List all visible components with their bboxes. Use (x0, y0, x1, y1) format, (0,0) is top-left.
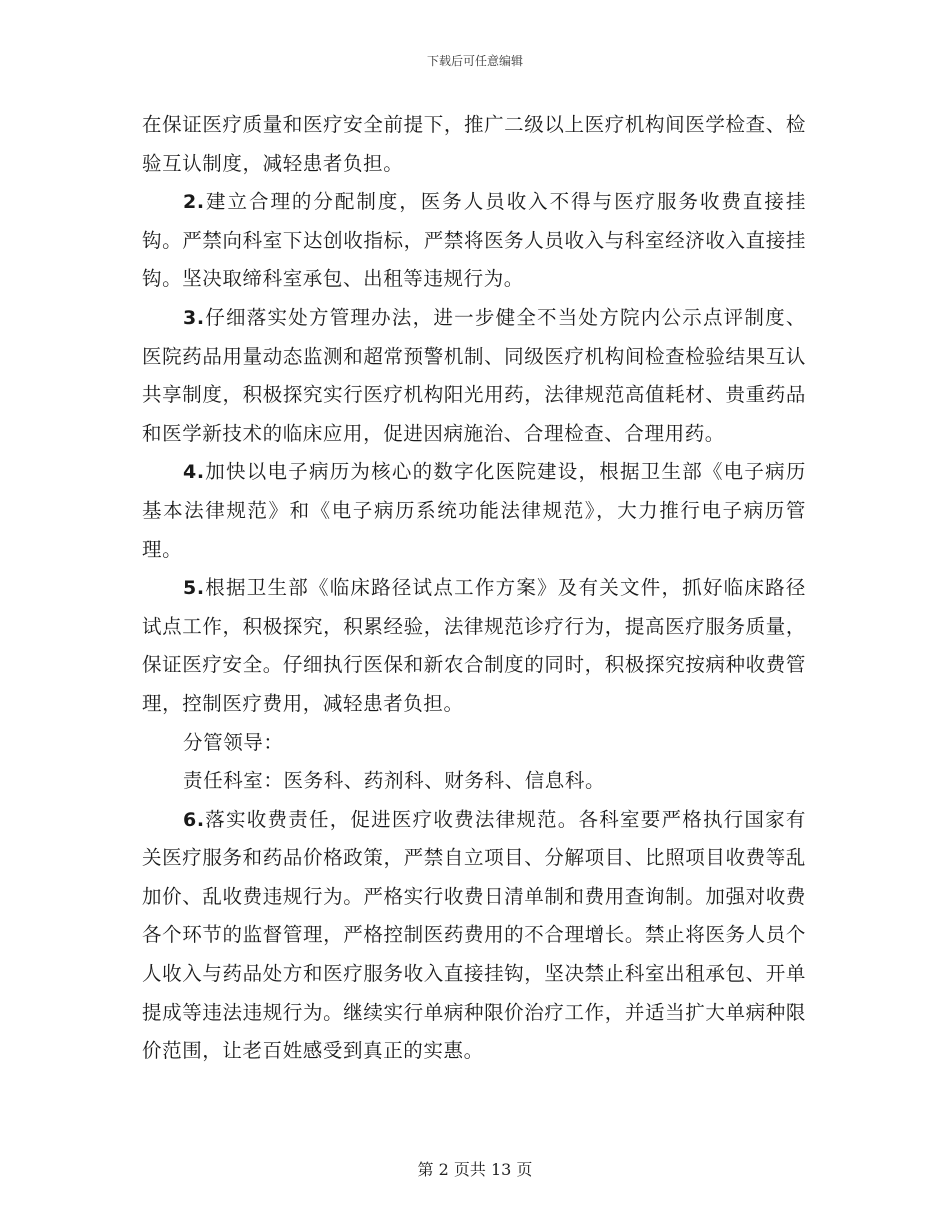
paragraph-text: 在保证医疗质量和医疗安全前提下，推广二级以上医疗机构间医学检查、检验互认制度，减轻患者负担。 (142, 113, 806, 175)
paragraph-continuation (142, 106, 806, 183)
item-number: 2. (183, 191, 205, 214)
paragraph-leader (142, 724, 806, 763)
paragraph-text: 落实收费责任，促进医疗收费法律规范。各科室要严格执行国家有关医疗服务和药品价格政策，严禁自立项目、分解项目、比照项目收费等乱加价、乱收费违规行为。严格实行收费日清单制和费用查询制。加强对收费各个环节的监督管理，严格控制医药费用的不合理增长。禁止将医务人员个人收入与药品处方和医疗服务收入直接挂钩，坚决禁止科室出租承包、开单提成等违法违规行为。继续实行单病种限价治疗工作，并适当扩大单病种限价范围，让老百姓感受到真正的实惠。 (142, 807, 806, 1063)
item-number: 4. (183, 461, 205, 484)
paragraph-text: 仔细落实处方管理办法，进一步健全不当处方院内公示点评制度、医院药品用量动态监测和超常预警机制、同级医疗机构间检查检验结果互认共享制度，积极探究实行医疗机构阳光用药，法律规范高值耗材、贵重药品和医学新技术的临床应用，促进因病施治、合理检查、合理用药。 (142, 305, 806, 445)
paragraph-text: 加快以电子病历为核心的数字化医院建设，根据卫生部《电子病历基本法律规范》和《电子病历系统功能法律规范》，大力推行电子病历管理。 (142, 460, 806, 561)
page-header: 下载后可任意编辑 (426, 54, 523, 68)
item-number: 6. (183, 808, 205, 831)
item-number: 3. (183, 306, 205, 329)
item-number: 5. (183, 577, 205, 600)
paragraph-text: 建立合理的分配制度，医务人员收入不得与医疗服务收费直接挂钩。严禁向科室下达创收指标，严禁将医务人员收入与科室经济收入直接挂钩。坚决取缔科室承包、出租等违规行为。 (142, 190, 806, 291)
paragraph-item-2 (142, 183, 806, 299)
paragraph-text: 根据卫生部《临床路径试点工作方案》及有关文件，抓好临床路径试点工作，积极探究，积累经验，法律规范诊疗行为，提高医疗服务质量，保证医疗安全。仔细执行医保和新农合制度的同时，积极探究按病种收费管理，控制医疗费用，减轻患者负担。 (142, 576, 806, 715)
paragraph-item-4 (142, 453, 806, 569)
paragraph-item-5 (142, 569, 806, 723)
paragraph-item-6 (142, 801, 806, 1071)
paragraph-text: 分管领导： (183, 730, 284, 754)
paragraph-responsible-dept (142, 762, 806, 801)
paragraph-text: 责任科室：医务科、药剂科、财务科、信息科。 (183, 769, 606, 793)
document-body (142, 106, 806, 1071)
page-footer: 第 2 页共 13 页 (417, 1160, 533, 1179)
paragraph-item-3 (142, 299, 806, 453)
